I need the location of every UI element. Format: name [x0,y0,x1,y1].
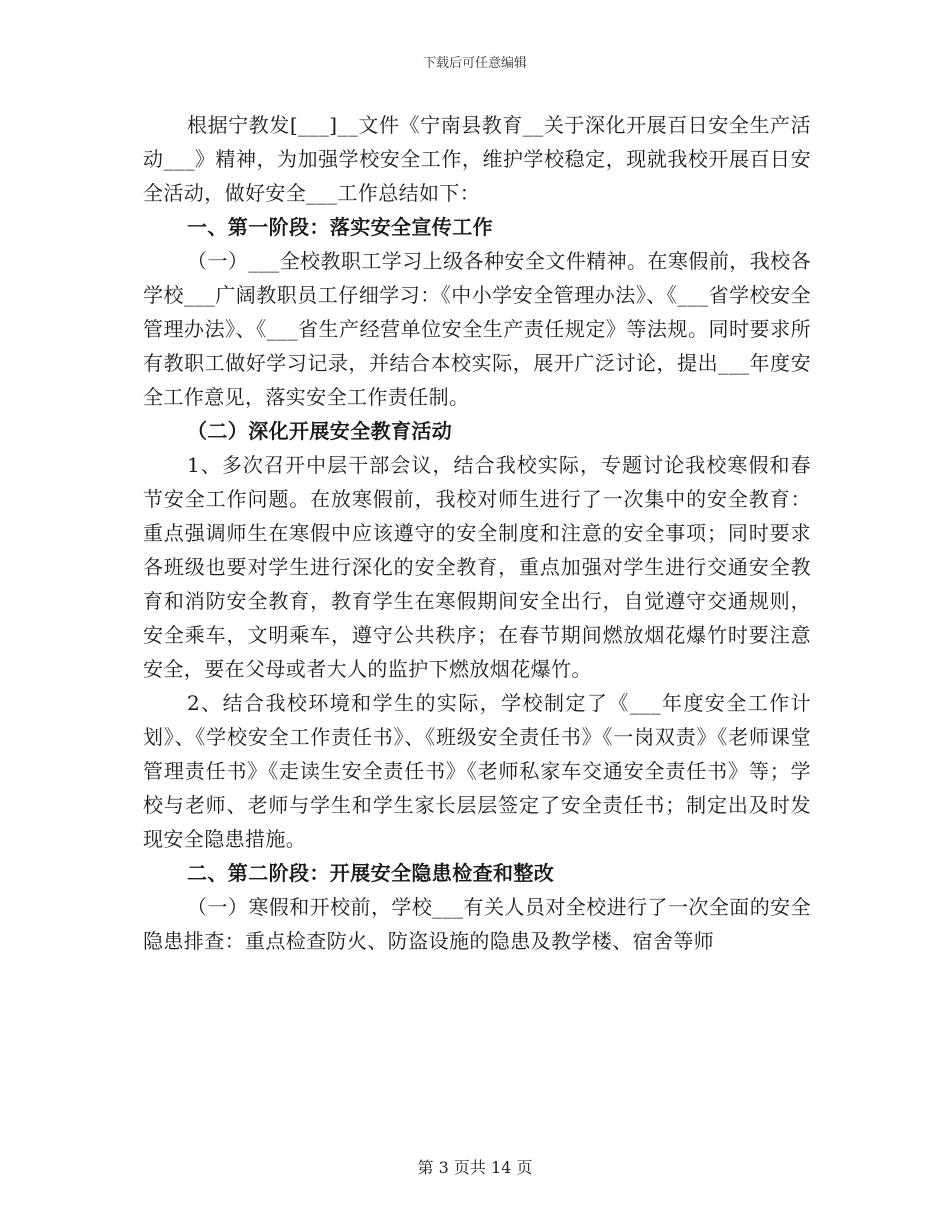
document-body [143,108,811,958]
paragraph-1-2-1: 1、多次召开中层干部会议，结合我校实际，专题讨论我校寒假和春节安全工作问题。在放寒假前，我校对师生进行了一次集中的安全教育：重点强调师生在寒假中应该遵守的安全制度和注意的安全事项；同时要求各班级也要对学生进行深化的安全教育，重点加强对学生进行交通安全教育和消防安全教育，教育学生在寒假期间安全出行，自觉遵守交通规则，安全乘车，文明乘车，遵守公共秩序；在春节期间燃放烟花爆竹时要注意安全，要在父母或者大人的监护下燃放烟花爆竹。 [143,453,811,681]
paragraph-2-1: （一）寒假和开校前，学校___有关人员对全校进行了一次全面的安全隐患排查：重点检查防火、防盗设施的隐患及教学楼、宿舍等师 [143,895,811,953]
section-heading-2: 二、第二阶段：开展安全隐患检查和整改 [187,861,555,885]
paragraph-1-2-2: 2、结合我校环境和学生的实际，学校制定了《___年度安全工作计划》、《学校安全工作责任书》、《班级安全责任书》《一岗双责》《老师课堂管理责任书》《走读生安全责任书》《老师私家车交通安全责任书》等；学校与老师、老师与学生和学生家长层层签定了安全责任书；制定出及时发现安全隐患措施。 [143,691,811,851]
page-number: 第 3 页共 14 页 [417,1158,533,1177]
paragraph-1-1: （一）___全校教职工学习上级各种安全文件精神。在寒假前，我校各学校___广阔教职员工仔细学习：《中小学安全管理办法》、《___省学校安全管理办法》、《___省生产经营单位安全生产责任规定》等法规。同时要求所有教职工做好学习记录，并结合本校实际，展开广泛讨论，提出___年度安全工作意见，落实安全工作责任制。 [143,249,811,409]
header-note: 下载后可任意编辑 [422,56,527,71]
intro-paragraph: 根据宁教发[___]__文件《宁南县教育__关于深化开展百日安全生产活动___》精神，为加强学校安全工作，维护学校稳定，现就我校开展百日安全活动，做好安全___工作总结如下： [143,113,811,205]
section-heading-1: 一、第一阶段：落实安全宣传工作 [187,215,493,239]
subsection-heading-1-2: （二）深化开展安全教育活动 [187,419,453,443]
